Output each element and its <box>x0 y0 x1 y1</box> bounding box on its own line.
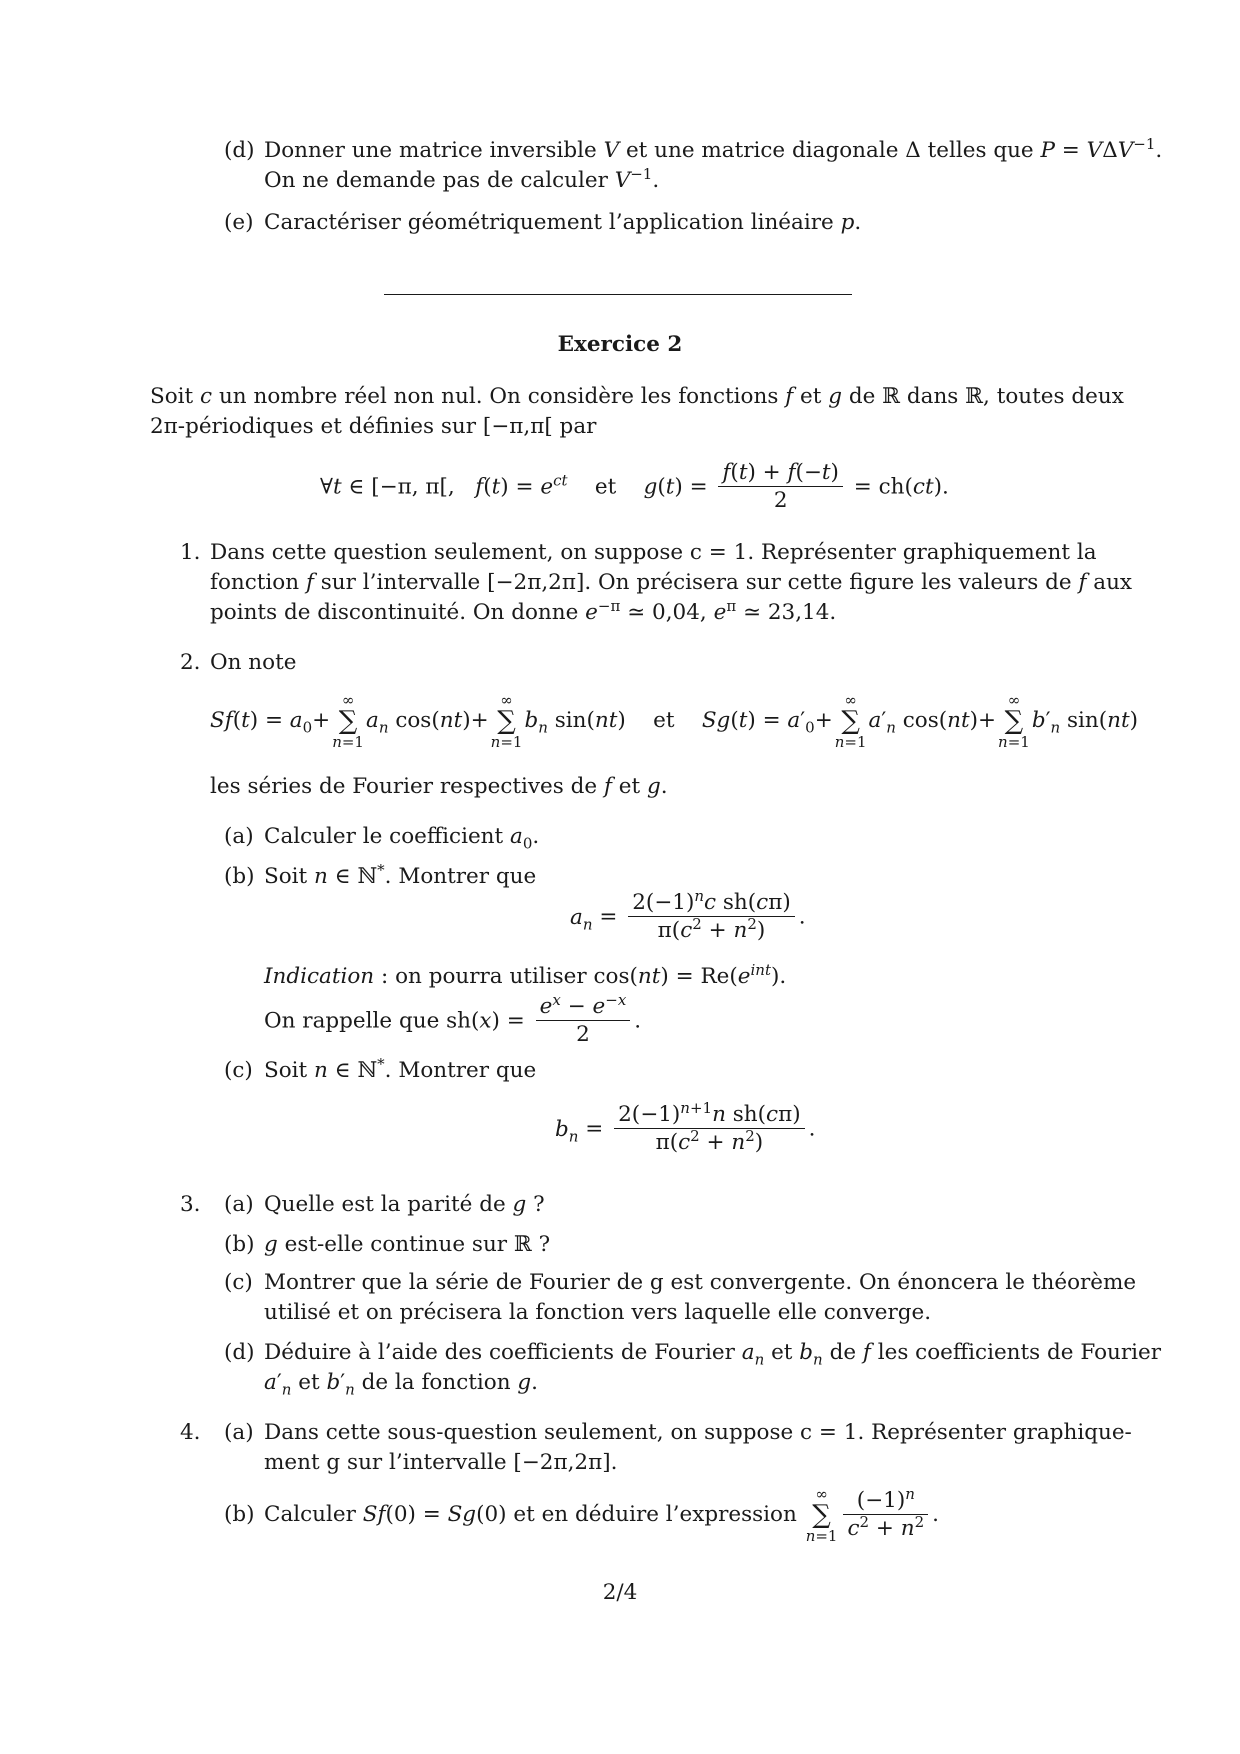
bn-formula: $b_n$ = $\frac{2(-1)^{n+1}n sh(c\pi)}{\pi(c^2 + n^2)}$ . <box>555 1098 816 1155</box>
intro-text-c: et <box>800 384 822 409</box>
q1-line2: fonction f sur l’intervalle [−2π,2π]. On précisera sur cette figure les valeurs de f aux <box>210 570 1133 595</box>
an-formula: $a_n$ = $\frac{2(-1)^nc sh(c\pi)}{\pi(c^2 + n^2)}$ . <box>570 886 806 943</box>
q2a-label: (a) <box>224 824 254 849</box>
q3d-text-b: de <box>829 1340 857 1365</box>
q3a-sentence: Quelle est la parité de <box>264 1192 506 1217</box>
q1-text-a: fonction <box>210 570 300 595</box>
item-e-sentence: Caractériser géométriquement l’application linéaire <box>264 210 834 235</box>
q3-label: 3. <box>180 1192 201 1217</box>
intro-text-b: un nombre réel non nul. On considère les fonctions <box>218 384 779 409</box>
q3b-sentence: est-elle continue sur ℝ ? <box>284 1232 551 1257</box>
item-d-text-a: Donner une matrice inversible <box>264 138 597 163</box>
indication-label: Indication <box>264 964 375 989</box>
q3c-line2: utilisé et on précisera la fonction vers laquelle elle converge. <box>264 1300 932 1325</box>
separator-rule <box>384 294 852 295</box>
item-e-label: (e) <box>224 210 254 235</box>
exercise-title: Exercice 2 <box>557 332 683 357</box>
q3b-label: (b) <box>224 1232 255 1257</box>
intro-line2: 2π-périodiques et définies sur [−π,π[ par <box>150 414 597 439</box>
rappel-text: On rappelle que <box>264 1008 440 1034</box>
q4b-sentence: et en déduire l’expression <box>513 1502 797 1527</box>
q2b-label: (b) <box>224 864 255 889</box>
q2-series-sentence: les séries de Fourier respectives de <box>210 774 598 799</box>
q1-label: 1. <box>180 540 201 565</box>
q3d-text-d: de la fonction <box>361 1370 511 1395</box>
q3d-text-c: les coefficients de Fourier <box>877 1340 1162 1365</box>
intro-line1: Soit c un nombre réel non nul. On considère les fonctions f et g de ℝ dans ℝ, toutes deux <box>150 384 1124 409</box>
item-d-label: (d) <box>224 138 255 163</box>
q3d-line2: $a'_n$ et $b'_n$ de la fonction g. <box>264 1370 539 1399</box>
item-e-text: Caractériser géométriquement l’application linéaire p. <box>264 210 862 235</box>
definition-formula: ∀t ∈ [−π, π[, $f(t) = e^{ct}$ et g(t) = $\frac{f(t) + f(-t)}{2}$ = ch(ct). <box>320 460 949 513</box>
q2-label: 2. <box>180 650 201 675</box>
q3d-text-a: Déduire à l’aide des coefficients de Fourier <box>264 1340 735 1365</box>
q2b-text: Soit n ∈ ℕ*. Montrer que <box>264 860 537 889</box>
q4a-line1: Dans cette sous-question seulement, on suppose c = 1. Représenter graphique- <box>264 1420 1132 1445</box>
q2a-text: Calculer le coefficient $a_0$. <box>264 824 540 853</box>
q2c-sentence: Montrer que <box>398 1058 537 1083</box>
item-d-line2: On ne demande pas de calculer $V^{-1}$. <box>264 164 660 193</box>
q4a-line2: ment g sur l’intervalle [−2π,2π]. <box>264 1450 618 1475</box>
intro-text-d: de ℝ dans ℝ, toutes deux <box>848 384 1124 409</box>
q1-text-d: points de discontinuité. On donne <box>210 600 579 625</box>
item-d-text-b: et une matrice diagonale Δ telles que <box>625 138 1034 163</box>
q1-text-b: sur l’intervalle [−2π,2π]. On précisera sur cette figure les valeurs de <box>320 570 1072 595</box>
item-d-text-c: On ne demande pas de calculer <box>264 168 608 193</box>
q4b-label: (b) <box>224 1502 255 1527</box>
q1-line1: Dans cette question seulement, on suppose c = 1. Représenter graphiquement la <box>210 540 1097 565</box>
q2c-text: Soit n ∈ ℕ*. Montrer que <box>264 1054 537 1083</box>
indication-text: : on pourra utiliser <box>381 964 587 989</box>
q3a-label: (a) <box>224 1192 254 1217</box>
item-d-line1: Donner une matrice inversible V et une matrice diagonale Δ telles que $P = V\Delta V^{-1}$. <box>264 134 1163 163</box>
q2-intro: On note <box>210 650 297 675</box>
fourier-et: et <box>653 708 675 733</box>
q4b-text: Calculer Sf(0) = Sg(0) et en déduire l’expression ∞ ∑ n=1 $\frac{(-1)^n}{c^2 + n^2}$ . <box>264 1484 940 1545</box>
q1-text-c: aux <box>1093 570 1133 595</box>
q3c-line1: Montrer que la série de Fourier de g est convergente. On énoncera le théorème <box>264 1270 1137 1295</box>
q3a-text: Quelle est la parité de g ? <box>264 1192 545 1217</box>
q4a-label: (a) <box>224 1420 254 1445</box>
q2b-rappel: On rappelle que sh(x) = $\frac{e^x - e^{-x}}{2}$ . <box>264 990 642 1047</box>
q3d-line1: Déduire à l’aide des coefficients de Fourier $a_n$ et $b_n$ de f les coefficients de Fourier <box>264 1340 1162 1369</box>
intro-text-a: Soit <box>150 384 194 409</box>
q3c-label: (c) <box>224 1270 253 1295</box>
q2a-sentence: Calculer le coefficient <box>264 824 504 849</box>
q3d-label: (d) <box>224 1340 255 1365</box>
q2b-sentence: Montrer que <box>398 864 537 889</box>
q3b-text: g est-elle continue sur ℝ ? <box>264 1232 551 1257</box>
q2-series-text: les séries de Fourier respectives de f et g. <box>210 774 668 799</box>
q2c-label: (c) <box>224 1058 253 1083</box>
fourier-series-formula: $Sf(t) = a_0+$ ∞ ∑ n=1 $a_n$ cos(nt)+ ∞ ∑ n=1 $b_n$ sin(nt) et $Sg(t) = a'_0+$ ∞ ∑ n=1 $a'_n$ cos(nt)+ ∞ ∑ n=1 $b'_n$ sin(nt) <box>210 691 1139 751</box>
page-number: 2/4 <box>602 1580 638 1605</box>
q1-line3: points de discontinuité. On donne $e^{-\pi}$ ≃ 0,04, $e^\pi$ ≃ 23,14. <box>210 596 837 625</box>
q2b-indication: Indication : on pourra utiliser $\cos(nt) = Re(e^{int})$. <box>264 960 787 989</box>
definition-et: et <box>594 474 617 500</box>
q4-label: 4. <box>180 1420 201 1445</box>
